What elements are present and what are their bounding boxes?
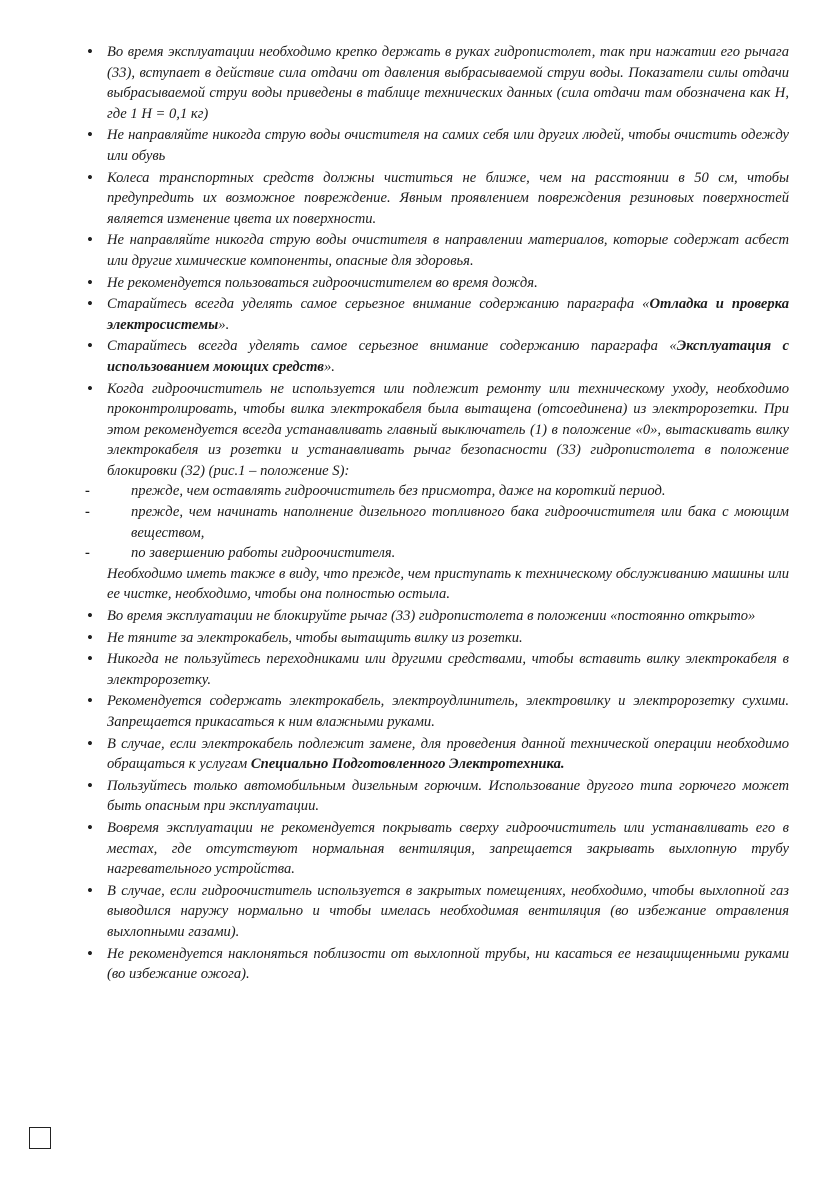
list-item: [83, 734, 789, 775]
text-segment: Рекомендуется содержать электрокабель, электроудлинитель, электровилку и электророзетку сухими. Запрещается прикасаться к ним влажными руками.: [107, 693, 789, 730]
text-segment: Когда гидроочиститель не используется или подлежит ремонту или техническому уходу, необходимо проконтролировать, чтобы вилка электрокабеля была вытащена (отсоединена) из электророзетки. При этом рекомендуется всегда устанавливать главный выключатель (1) в положение «0», вытаскивать вилку электрокабеля из розетки и устанавливать рычаг безопасности (33) гидропистолета в положение блокировки (32) (рис.1 – положение S):: [107, 380, 789, 479]
list-item: [83, 294, 789, 335]
text-segment: В случае, если электрокабель подлежит замене, для проведения данной технической операции необходимо обращаться к услугам: [107, 735, 789, 773]
text-segment: В случае, если гидроочиститель используется в закрытых помещениях, необходимо, чтобы выхлопной газ выводился наружу нормально и чтобы имелась необходимая вентиляция (во избежание отравления выхлопными газами).: [107, 882, 789, 940]
list-item: [83, 230, 789, 271]
document-body: [83, 42, 789, 986]
text-segment: Старайтесь всегда уделять самое серьезное внимание содержанию параграфа «: [107, 296, 650, 313]
text-segment: Пользуйтесь только автомобильным дизельным горючим. Использование другого типа горючего может быть опасным при эксплуатации.: [107, 777, 789, 815]
text-segment: Колеса транспортных средств должны чиститься не ближе, чем на расстоянии в 50 см, чтобы предупредить их возможное повреждение. Явным проявлением повреждения резиновых поверхностей является изменение цвета их поверхности.: [107, 169, 789, 227]
note-paragraph: Необходимо иметь также в виду, что прежде, чем приступать к техническому обслуживанию машины или ее чистке, необходимо, чтобы она полностью остыла.: [107, 565, 789, 603]
dash-item: - прежде, чем оставлять гидроочиститель без присмотра, даже на короткий период.: [83, 481, 789, 502]
list-item: [83, 628, 789, 649]
list-item: [83, 944, 789, 985]
safety-instructions-list: [83, 42, 789, 985]
text-segment: Старайтесь всегда уделять самое серьезное внимание содержанию параграфа «: [107, 338, 677, 355]
text-segment: Не тяните за электрокабель, чтобы вытащить вилку из розетки.: [107, 629, 523, 646]
text-segment: ».: [323, 358, 335, 375]
dash-sublist: [83, 481, 789, 563]
text-segment: Вовремя эксплуатации не рекомендуется покрывать сверху гидроочиститель или устанавливать его в местах, где отсутствуют нормальная вентиляция, запрещается закрывать выхлопную трубу нагревательного устройства.: [107, 819, 789, 878]
bold-text: Отладка и проверка электросистемы: [107, 296, 789, 333]
list-item: [83, 125, 789, 166]
text-segment: Во время эксплуатации не блокируйте рычаг (33) гидропистолета в положении «постоянно открыто»: [107, 608, 756, 625]
list-item: [83, 379, 789, 606]
list-item: [83, 776, 789, 817]
list-item: [83, 881, 789, 943]
text-segment: Не направляйте никогда струю воды очистителя на самих себя или других людей, чтобы очистить одежду или обувь: [107, 127, 789, 164]
text-segment: Никогда не пользуйтесь переходниками или другими средствами, чтобы вставить вилку электрокабеля в электророзетку.: [107, 651, 789, 688]
list-item: [83, 42, 789, 124]
list-item: [83, 606, 789, 627]
text-segment: Во время эксплуатации необходимо крепко держать в руках гидропистолет, так при нажатии его рычага (33), вступает в действие сила отдачи от давления выбрасываемой струи воды.: [107, 44, 789, 81]
list-item: [83, 168, 789, 230]
dash-item: - по завершению работы гидроочистителя.: [83, 543, 789, 564]
list-item: [83, 336, 789, 377]
text-segment: Не рекомендуется пользоваться гидроочистителем во время дождя.: [107, 274, 538, 291]
text-segment: Не направляйте никогда струю воды очистителя в направлении материалов, которые содержат асбест или другие химические компоненты, опасные для здоровья.: [107, 232, 789, 269]
list-item: [83, 818, 789, 880]
text-segment: Показатели силы отдачи выбрасываемой струи воды приведены в таблице технических данных (сила отдачи там обозначена как Н, где 1 Н = 0,1 кг): [107, 64, 789, 122]
text-segment: Не рекомендуется наклоняться поблизости от выхлопной трубы, ни касаться ее незащищенными руками (во избежание ожога).: [107, 945, 789, 983]
bold-text: Эксплуатация с использованием моющих средств: [107, 338, 789, 375]
list-item: [83, 691, 789, 732]
list-item: [83, 649, 789, 690]
dash-item: - прежде, чем начинать наполнение дизельного топливного бака гидроочистителя или бака с моющим веществом,: [83, 502, 789, 543]
list-item: [83, 273, 789, 294]
page-number-box: [29, 1127, 51, 1149]
text-segment: ».: [218, 316, 230, 333]
bold-text: Специально Подготовленного Электротехника.: [250, 756, 565, 773]
